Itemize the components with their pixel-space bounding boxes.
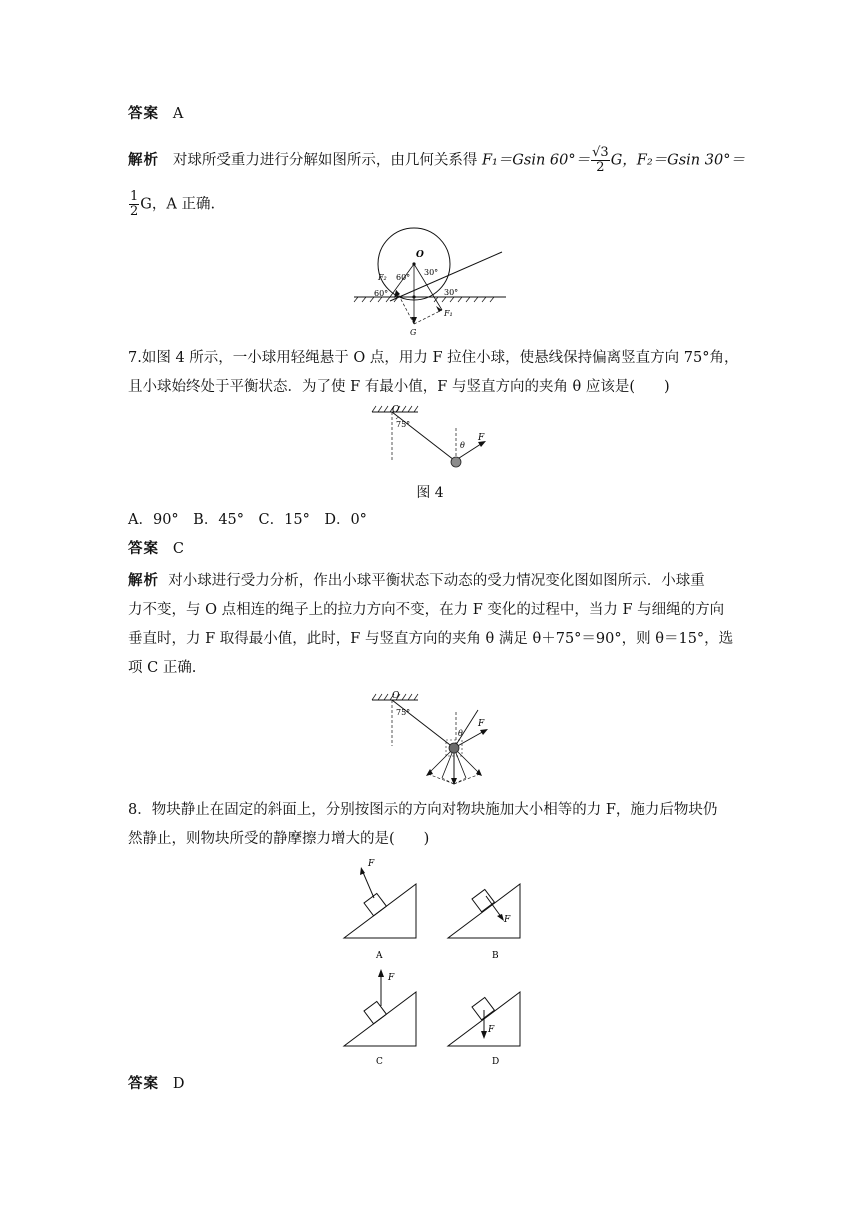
q7-options: A．90° B．45° C．15° D．0° xyxy=(128,512,367,528)
label-G: G xyxy=(410,328,417,337)
answer-label: 答案 xyxy=(128,1076,159,1092)
q7-stem-line-2: 且小球始终处于平衡状态．为了使 F 有最小值，F 与竖直方向的夹角 θ 应该是( ) xyxy=(128,379,670,395)
q8-figure-A xyxy=(340,856,420,962)
q8-answer-line xyxy=(128,1074,184,1094)
label-F: F xyxy=(368,859,375,869)
analysis-text: 对小球进行受力分析，作出小球平衡状态下动态的受力情况变化图如图所示．小球重 xyxy=(168,573,705,589)
q7-answer-line xyxy=(128,539,184,559)
angle-30-upper: 30° xyxy=(424,268,439,277)
analysis-label: 解析 xyxy=(128,573,159,589)
angle-60-upper: 60° xyxy=(396,273,411,282)
q6-analysis-line-1 xyxy=(128,146,745,175)
angle-60-lower: 60° xyxy=(374,289,389,298)
label-O: O xyxy=(392,691,400,701)
q7-analysis-line-4: 项 C 正确. xyxy=(128,660,197,676)
label-theta: θ xyxy=(458,729,463,738)
answer-value: A xyxy=(172,106,184,122)
analysis-text: 对球所受重力进行分解如图所示，由几何关系得 xyxy=(172,152,478,169)
f2-expression: G，F₂＝Gsin 30°＝ xyxy=(610,152,745,169)
label-F: F xyxy=(388,973,395,983)
q7-analysis-line-2: 力不变，与 O 点相连的绳子上的拉力方向不变，在力 F 变化的过程中，当力 F 与细绳的方向 xyxy=(128,602,725,618)
caption-A: A xyxy=(376,951,383,961)
q8-figure-B xyxy=(444,856,524,962)
caption-B: B xyxy=(492,951,499,961)
caption-C: C xyxy=(376,1057,383,1067)
q7-analysis-line-1 xyxy=(128,571,705,591)
q7-analysis-line-3: 垂直时，力 F 取得最小值，此时，F 与竖直方向的夹角 θ 满足 θ＋75°＝90°，则 θ＝15°，选 xyxy=(128,631,734,647)
q7-analysis-figure xyxy=(368,686,508,786)
q6-answer-line xyxy=(128,104,183,124)
label-F1: F₁ xyxy=(444,309,453,318)
answer-value: D xyxy=(172,1076,185,1092)
q7-stem-line-1: 7.如图 4 所示，一小球用轻绳悬于 O 点，用力 F 拉住小球，使悬线保持偏离竖直方向 75°角， xyxy=(128,350,739,366)
label-F2: F₂ xyxy=(378,273,387,282)
label-theta: θ xyxy=(460,441,465,450)
q8-stem-line-2: 然静止，则物块所受的静摩擦力增大的是( ) xyxy=(128,831,430,847)
angle-30-lower: 30° xyxy=(444,288,459,297)
analysis-end: G，A 正确. xyxy=(140,196,216,213)
answer-label: 答案 xyxy=(128,541,159,557)
answer-label: 答案 xyxy=(128,106,159,122)
label-F: F xyxy=(478,719,485,729)
figure-4-caption: 图 4 xyxy=(416,485,444,501)
q6-figure xyxy=(350,228,510,340)
answer-value: C xyxy=(172,541,184,557)
label-O: O xyxy=(392,405,400,415)
caption-D: D xyxy=(492,1057,500,1067)
angle-75: 75° xyxy=(396,708,411,717)
label-F: F xyxy=(488,1025,495,1035)
analysis-label: 解析 xyxy=(128,152,159,169)
label-F: F xyxy=(478,433,485,443)
q7-figure-4 xyxy=(368,402,498,474)
angle-75: 75° xyxy=(396,420,411,429)
label-O: O xyxy=(416,250,424,260)
q6-analysis-line-2 xyxy=(128,190,215,219)
fraction-one-half: $\frac{1}{2}$ xyxy=(130,189,139,219)
q8-stem-line-1: 8．物块静止在固定的斜面上，分别按图示的方向对物块施加大小相等的力 F，施力后物块仍 xyxy=(128,802,718,818)
fraction-sqrt3-over-2: $\frac{√3}{2}$ xyxy=(592,145,609,175)
q8-figure-D xyxy=(444,966,524,1072)
f1-expression: F₁＝Gsin 60°＝ xyxy=(481,152,591,169)
label-F: F xyxy=(504,915,511,925)
q8-figure-C xyxy=(340,966,420,1072)
